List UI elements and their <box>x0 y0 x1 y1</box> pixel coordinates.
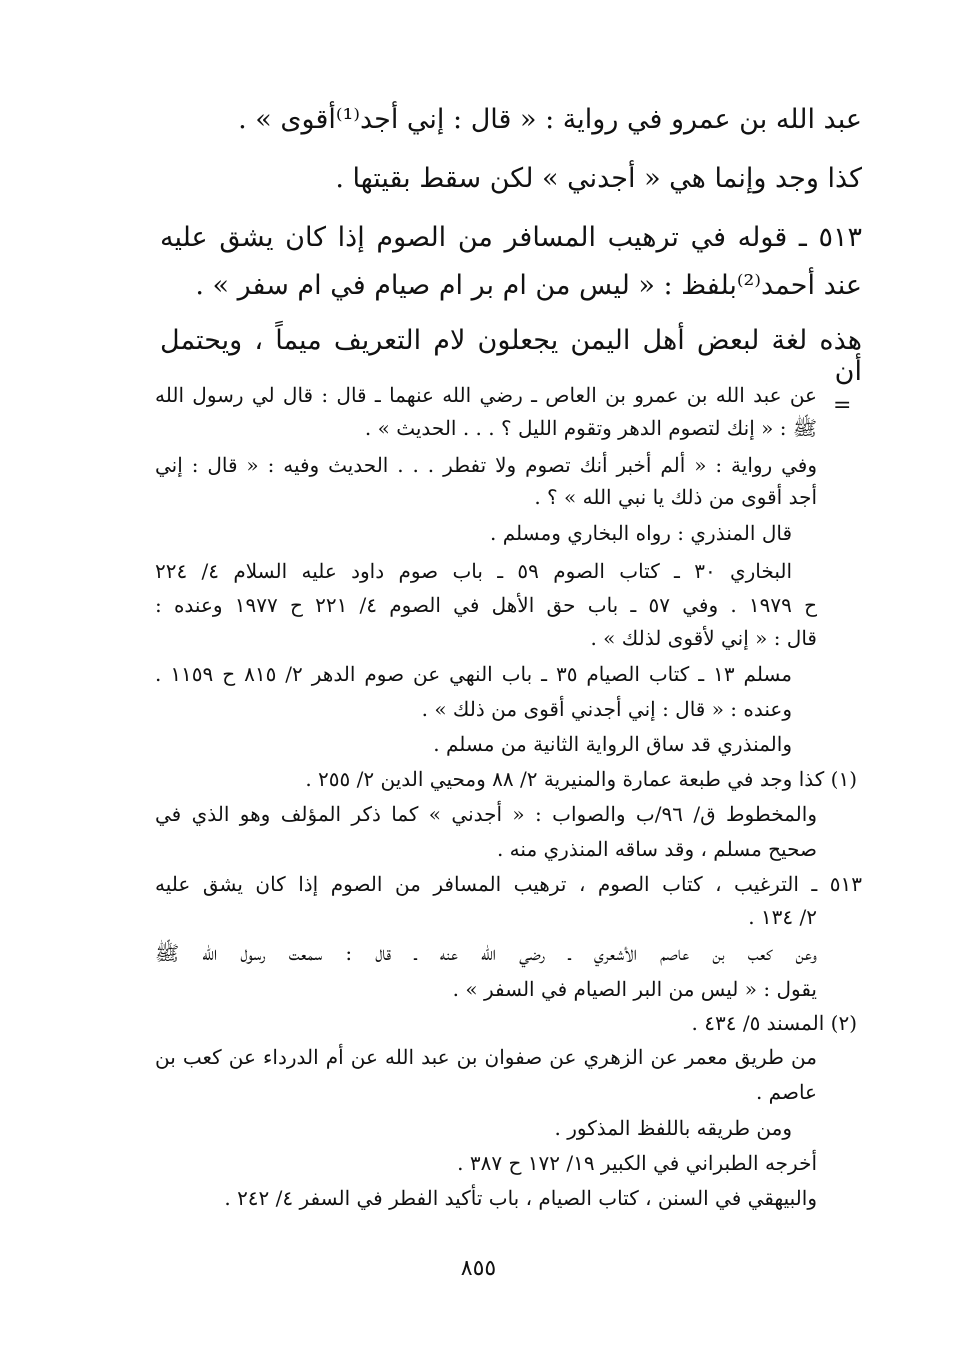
main-line-3: ٥١٣ ـ قوله في ترهيب المسافر من الصوم إذا كان يشق عليه <box>160 222 862 253</box>
footnote-line: أخرجه الطبراني في الكبير ١٩/ ١٧٢ ح ٣٨٧ . <box>457 1151 817 1175</box>
footnote-1: (١) كذا وجد في طبعة عمارة والمنيرية ٢/ ٨٨ ومحيي الدين ٢/ ٢٥٥ . <box>305 767 857 791</box>
footnote-line: من طريق معمر عن الزهري عن صفوان بن عبد الله عن أم الدرداء عن كعب بن <box>155 1045 817 1069</box>
main-line-4: عند أحمد⁽²⁾بلفظ : « ليس من ام بر ام صيام في ام سفر » . <box>195 270 862 301</box>
footnote-line: وعن كعب بن عاصم الأشعري ـ رضي الله عنه ـ قال : سمعت رسول الله ﷺ <box>155 941 817 965</box>
footnote-2: (٢) المسند ٥/ ٤٣٤ . <box>691 1011 857 1035</box>
footnote-line: البخاري ٣٠ ـ كتاب الصوم ٥٩ ـ باب صوم داود عليه السلام ٤/ ٢٢٤ <box>155 559 792 583</box>
main-line-2: كذا وجد وإنما هي « أجدني » لكن سقط بقيتها . <box>335 163 862 194</box>
footnote-line: أجد أقوى من ذلك يا نبي الله » ؟ . <box>534 485 817 509</box>
footnote-line: وفي رواية : « ألم أخبر أنك تصوم ولا تفطر . . . الحديث وفيه : « قال : إني <box>155 453 817 477</box>
footnote-line: وعنده : « قال : إني أجدني أقوى من ذلك » . <box>421 697 792 721</box>
footnote-line: يقول : « ليس من البر الصيام في السفر » . <box>452 977 817 1001</box>
footnote-continuation-mark: = <box>833 393 852 418</box>
main-line-5: هذه لغة لبعض أهل اليمن يجعلون لام التعريف ميماً ، ويحتمل أن <box>160 325 862 387</box>
footnote-line: والمخطوط ق/ ٩٦/ب والصواب : « أجدني » كما ذكر المؤلف وهو الذي في <box>155 802 817 826</box>
footnote-line: ﷺ : « إنك لتصوم الدهر وتقوم الليل ؟ . . . الحديث » . <box>364 416 817 440</box>
footnote-line: قال المنذري : رواه البخاري ومسلم . <box>490 521 792 545</box>
footnote-line: عاصم . <box>755 1080 817 1104</box>
footnote-line: قال : « إني لأقوى لذلك » . <box>590 626 817 650</box>
page-number: ٨٥٥ <box>460 1256 497 1281</box>
footnote-line: عن عبد الله بن عمرو بن العاص ـ رضي الله عنهما ـ قال : قال لي رسول الله <box>155 383 817 407</box>
footnote-line: صحيح مسلم ، وقد ساقه المنذري منه . <box>496 837 817 861</box>
footnote-line: ومن طريقه باللفظ المذكور . <box>554 1116 792 1140</box>
footnote-line: ٢/ ١٣٤ . <box>748 905 817 929</box>
footnote-line: مسلم ١٣ ـ كتاب الصيام ٣٥ ـ باب النهي عن صوم الدهر ٢/ ٨١٥ ح ١١٥٩ . <box>155 662 793 686</box>
footnote-513: ٥١٣ ـ الترغيب ، كتاب الصوم ، ترهيب المسافر من الصوم إذا كان يشق عليه <box>155 872 863 896</box>
main-line-1: عبد الله بن عمرو في رواية : « قال : إني أجد⁽¹⁾أقوى » . <box>238 104 862 135</box>
footnote-line: والبيهقي في السنن ، كتاب الصيام ، باب تأكيد الفطر في السفر ٤/ ٢٤٢ . <box>224 1186 817 1210</box>
footnote-line: والمنذري قد ساق الرواية الثانية من مسلم . <box>433 732 792 756</box>
footnote-line: ح ١٩٧٩ . وفي ٥٧ ـ باب حق الأهل في الصوم ٤/ ٢٢١ ح ١٩٧٧ وعنده : <box>155 593 817 617</box>
